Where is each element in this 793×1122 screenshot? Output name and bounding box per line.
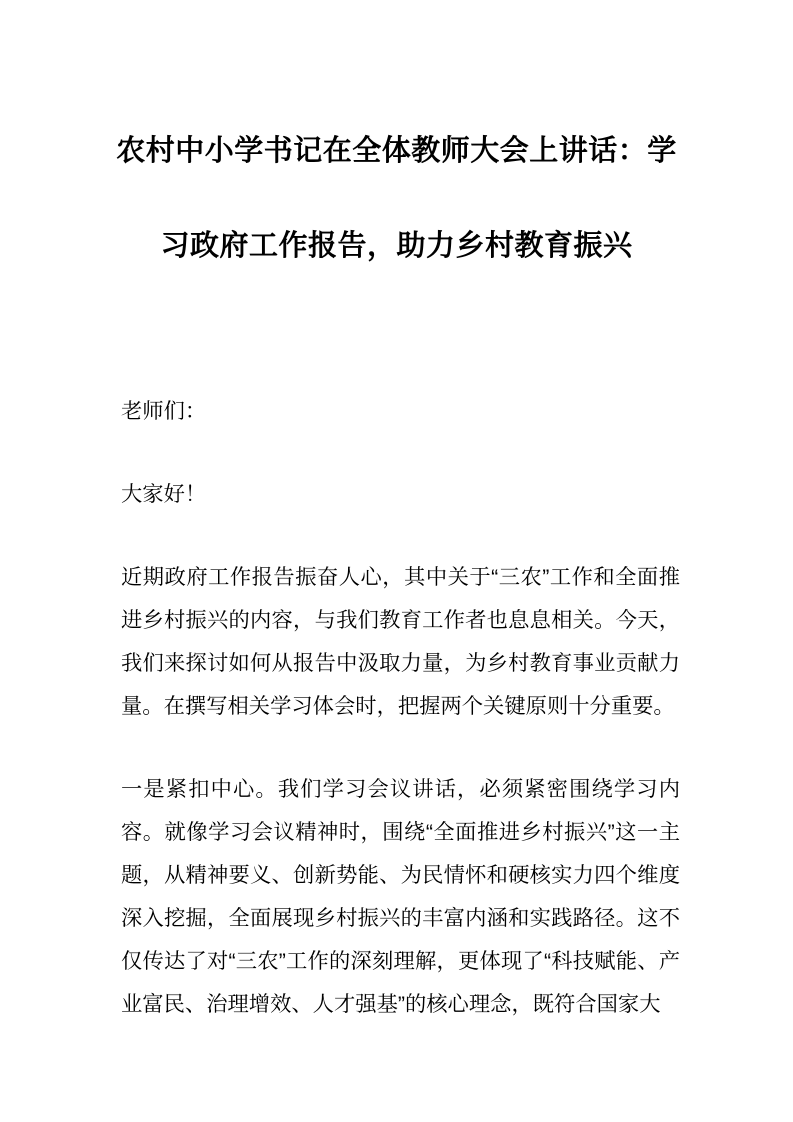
salutation-paragraph: 老师们：	[121, 399, 207, 423]
point-one-paragraph: 一是紧扣中心。我们学习会议讲话，必须紧密围绕学习内容。就像学习会议精神时，围绕“全面推进乡村振兴”这一主题，从精神要义、创新势能、为民情怀和硬核实力四个维度深入挖掘，全面展现乡村振兴的丰富内涵和实践路径。这不仅传达了对“三农”工作的深刻理解，更体现了“科技赋能、产业富民、治理增效、人才强基”的核心理念，既符合国家大	[121, 777, 680, 1016]
intro-paragraph: 近期政府工作报告振奋人心，其中关于“三农”工作和全面推进乡村振兴的内容，与我们教育工作者也息息相关。今天，我们来探讨如何从报告中汲取力量，为乡村教育事业贡献力量。在撰写相关学习体会时，把握两个关键原则十分重要。	[121, 565, 680, 718]
greeting-paragraph: 大家好！	[121, 482, 207, 506]
document-body	[0, 390, 793, 1026]
document-title-line-1: 农村中小学书记在全体教师大会上讲话：学	[116, 135, 677, 167]
document-title-line-2: 习政府工作报告，助力乡村教育振兴	[160, 230, 633, 262]
document-title	[0, 0, 793, 294]
